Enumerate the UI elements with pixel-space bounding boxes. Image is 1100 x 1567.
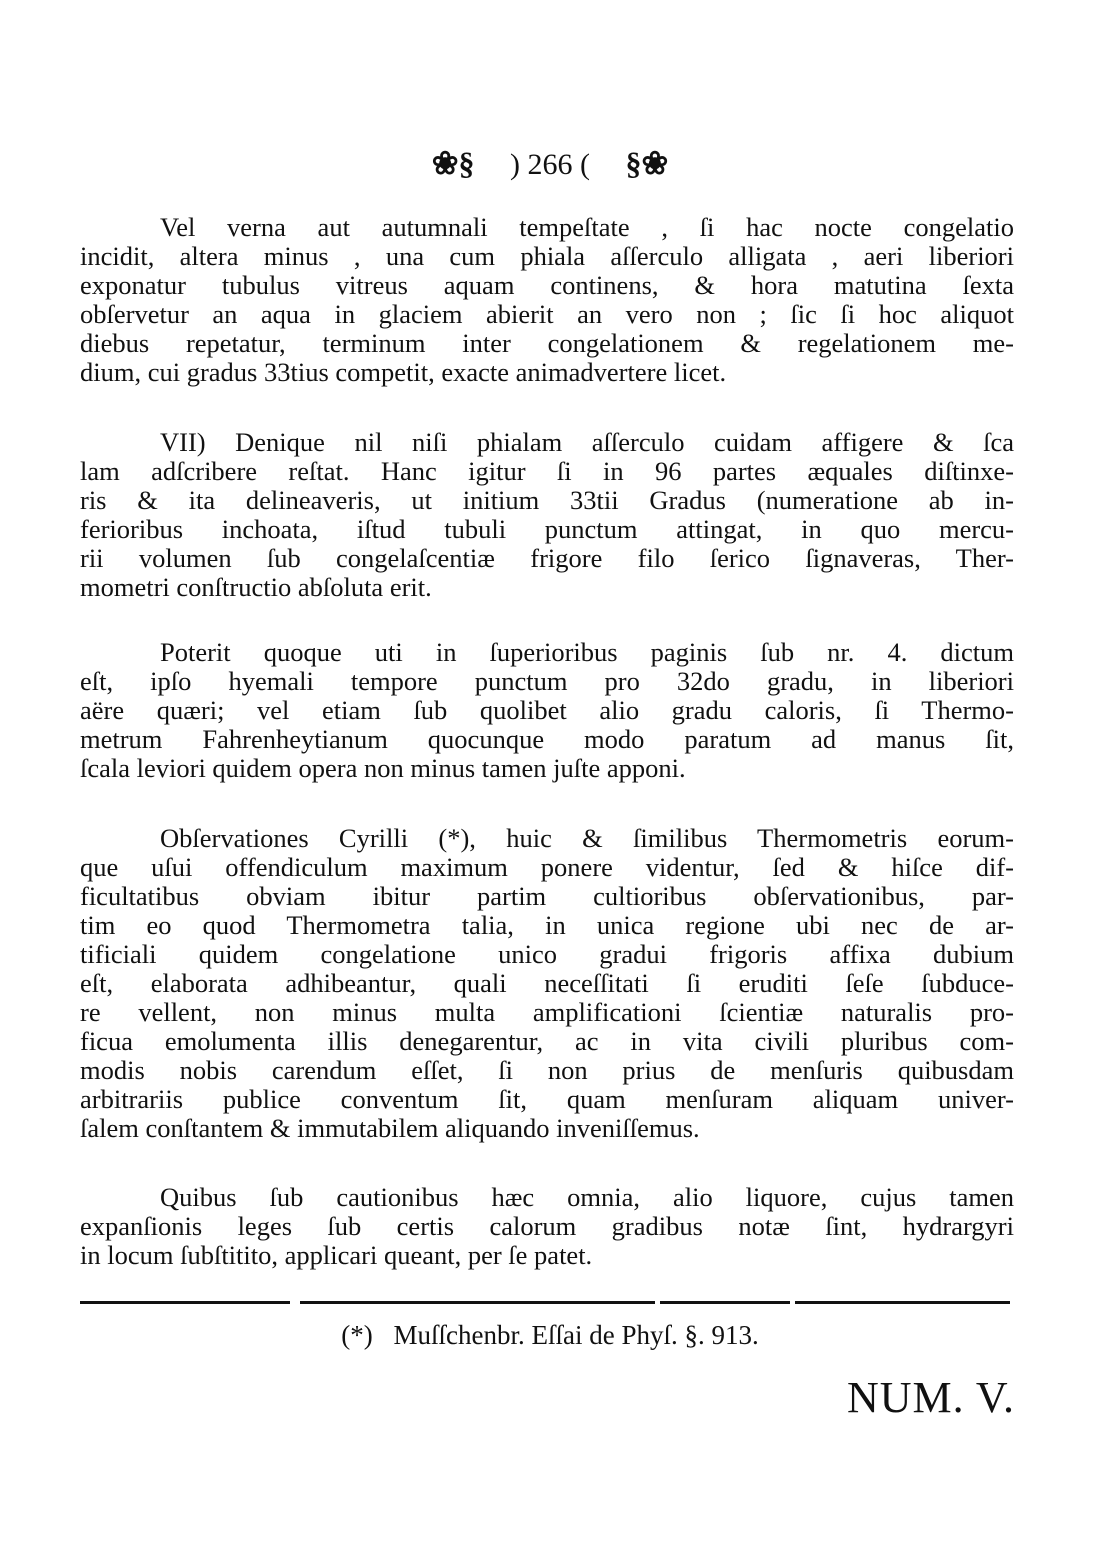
rule-segment [440, 1301, 560, 1304]
text-line: metrum Fahrenheytianum quocunque modo paratum ad manus ſit, [80, 724, 1014, 754]
text-line: Obſervationes Cyrilli (*), huic & ſimilibus Thermometris eorum- [160, 823, 1014, 853]
rule-segment [385, 1301, 440, 1304]
text-line: lam adſcribere reſtat. Hanc igitur ſi in 96 partes æquales diſtinxe- [80, 456, 1014, 486]
text-line: exponatur tubulus vitreus aquam continens, & hora matutina ſexta [80, 270, 1014, 300]
footnote [0, 1318, 1100, 1352]
text-line: in locum ſubſtitito, applicari queant, per ſe patet. [80, 1240, 593, 1270]
text-line: eſt, ipſo hyemali tempore punctum pro 32do gradu, in liberiori [80, 666, 1014, 696]
text-line: Quibus ſub cautionibus hæc omnia, alio liquore, cujus tamen [160, 1182, 1014, 1212]
rule-segment [795, 1301, 1010, 1304]
catchword-rest: UM. [879, 1373, 965, 1422]
text-line: tim eo quod Thermometra talia, in unica regione ubi nec de ar- [80, 910, 1014, 940]
page-header [0, 145, 1100, 183]
text-line: modis nobis carendum eſſet, ſi non prius de menſuris quibusdam [80, 1055, 1014, 1085]
catchword [820, 1372, 1015, 1424]
catchword-initial: N [846, 1373, 880, 1422]
text-line: que uſui offendiculum maximum ponere videntur, ſed & hiſce dif- [80, 852, 1014, 882]
footnote-marker: (*) [341, 1320, 373, 1350]
rule-segment [560, 1301, 655, 1304]
text-line: Vel verna aut autumnali tempeſtate , ſi hac nocte congelatio [160, 212, 1014, 242]
footnote-text: Muſſchenbr. Eſſai de Phyſ. §. 913. [393, 1320, 759, 1350]
rule-segment [300, 1301, 385, 1304]
text-line: VII) Denique nil niſi phialam aſſerculo cuidam affigere & ſca [160, 427, 1014, 457]
text-line: dium, cui gradus 33tius competit, exacte animadvertere licet. [80, 357, 727, 387]
text-line: ferioribus inchoata, iſtud tubuli punctum attingat, in quo mercu- [80, 514, 1014, 544]
text-line: rii volumen ſub congelaſcentiæ frigore filo ſerico ſignaveras, Ther- [80, 543, 1014, 573]
left-ornament: ❀§ [431, 145, 475, 181]
text-line: Poterit quoque uti in ſuperioribus paginis ſub nr. 4. dictum [160, 637, 1014, 667]
text-line: diebus repetatur, terminum inter congelationem & regelationem me- [80, 328, 1014, 358]
catchword-numeral: V. [975, 1373, 1015, 1422]
text-line: eſt, elaborata adhibeantur, quali neceſſitati ſi eruditi ſeſe ſubduce- [80, 968, 1014, 998]
text-line: arbitrariis publice conventum ſit, quam menſuram aliquam univer- [80, 1084, 1014, 1114]
rule-segment [780, 1301, 790, 1304]
right-ornament: §❀ [625, 145, 669, 181]
rule-segment [80, 1301, 290, 1304]
text-line: tificiali quidem congelatione unico gradui frigoris affixa dubium [80, 939, 1014, 969]
text-line: expanſionis leges ſub certis calorum gradibus notæ ſint, hydrargyri [80, 1211, 1014, 1241]
text-line: incidit, altera minus , una cum phiala aſſerculo alligata , aeri liberiori [80, 241, 1014, 271]
text-line: ficua emolumenta illis denegarentur, ac in vita civili pluribus com- [80, 1026, 1014, 1056]
text-line: re vellent, non minus multa amplificationi ſcientiæ naturalis pro- [80, 997, 1014, 1027]
text-line: ſcala leviori quidem opera non minus tamen juſte apponi. [80, 753, 686, 783]
text-line: ris & ita delineaveris, ut initium 33tii Gradus (numeratione ab in- [80, 485, 1014, 515]
text-line: mometri conſtructio abſoluta erit. [80, 572, 432, 602]
page-number: ) 266 ( [510, 148, 590, 181]
text-line: obſervetur an aqua in glaciem abierit an vero non ; ſic ſi hoc aliquot [80, 299, 1014, 329]
text-line: ſalem conſtantem & immutabilem aliquando inveniſſemus. [80, 1113, 700, 1143]
text-line: aëre quæri; vel etiam ſub quolibet alio gradu caloris, ſi Thermo- [80, 695, 1014, 725]
text-line: ficultatibus obviam ibitur partim cultioribus obſervationibus, par- [80, 881, 1014, 911]
rule-segment [660, 1301, 780, 1304]
